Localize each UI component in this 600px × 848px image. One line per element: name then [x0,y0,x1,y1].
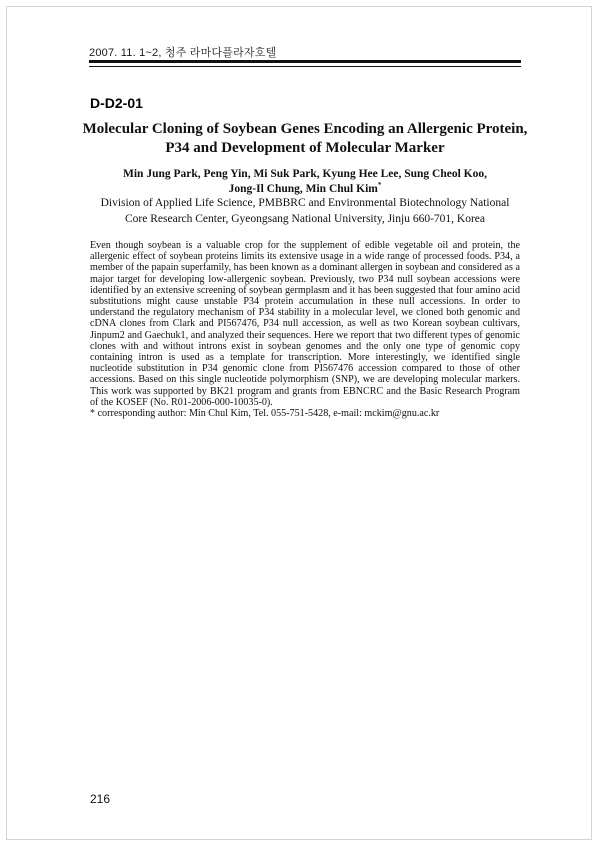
authors-line-1: Min Jung Park, Peng Yin, Mi Suk Park, Kyung Hee Lee, Sung Cheol Koo, [123,168,487,180]
affiliation [80,195,530,227]
paper-code: D-D2-01 [90,95,143,111]
affiliation-line-2: Core Research Center, Gyeongsang National University, Jinju 660-701, Korea [125,213,485,225]
author-list [80,167,530,197]
title-line-2: P34 and Development of Molecular Marker [165,140,445,156]
corresponding-author-note: * corresponding author: Min Chul Kim, Tel. 055-751-5428, e-mail: mckim@gnu.ac.kr [90,408,440,420]
affiliation-line-1: Division of Applied Life Science, PMBBRC and Environmental Biotechnology National [100,197,510,209]
paper-title [80,120,530,158]
header-rule-thick [89,60,521,63]
running-head: 2007. 11. 1~2, 청주 라마다플라자호텔 [89,47,277,59]
corresponding-mark: * [377,181,382,190]
abstract-text: Even though soybean is a valuable crop for the supplement of edible vegetable oil and protein, the allergenic effect of soybean proteins limits its extensive usage in a wide range of processed foods. P34, a member of the papain superfamily, has been known as a dominant allergen in soybean and considered as a major target for developing low-allergenic soybean. Previously, two P34 null soybean accessions were identified by an extensive screening of soybean germplasm and it has been suggested that four amino acid substitutions might cause unstable P34 protein accumulation in these null accessions. In order to understand the regulatory mechanism of P34 stability in a molecular level, we cloned both genomic and cDNA clones from Clark and PI567476, P34 null accession, as well as two Korean soybean cultivars, Jinpum2 and Gaechuk1, and analyzed their sequences. Here we report that two different types of genomic clones with and without introns exist in soybean genomes and the only one type of genomic copy containing intron is used as a template for transcription. More interestingly, we identified single nucleotide substitution in P34 genomic clone from PI567476 accession compared to those of other accessions. Based on this single nucleotide polymorphism (SNP), we are developing molecular markers. This work was supported by BK21 program and grants from EBNCRC and the Basic Research Program of the KOSEF (No. R01-2006-000-10035-0). [90,240,520,408]
page-number: 216 [90,792,111,806]
abstract-block [90,240,520,419]
title-line-1: Molecular Cloning of Soybean Genes Encoding an Allergenic Protein, [82,121,528,137]
authors-line-2: Jong-Il Chung, Min Chul Kim [228,183,378,195]
header-rule-thin [89,66,521,67]
